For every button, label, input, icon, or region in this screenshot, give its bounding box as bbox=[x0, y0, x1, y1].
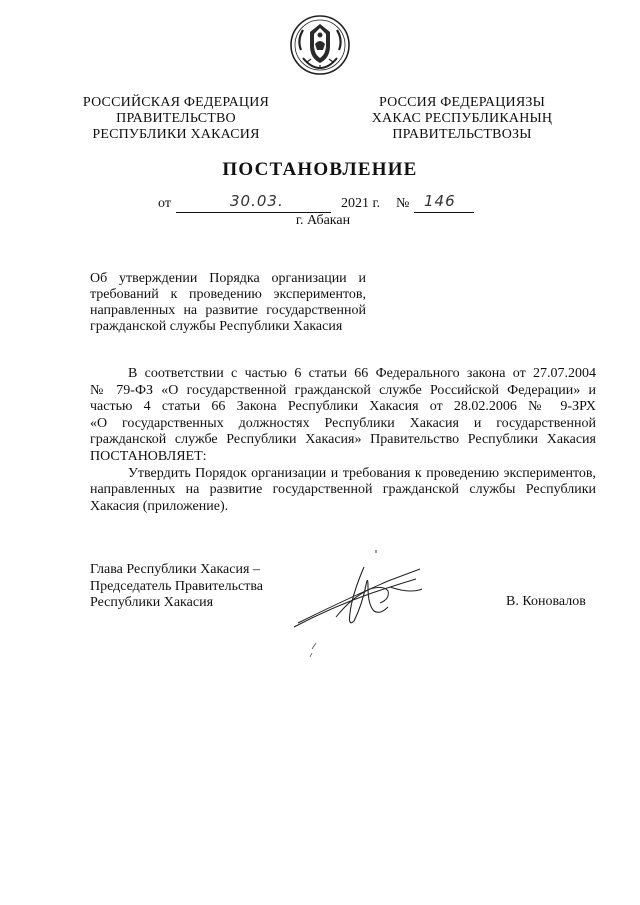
header-left-block bbox=[78, 95, 274, 143]
header-left-line: РЕСПУБЛИКИ ХАКАСИЯ bbox=[92, 127, 260, 142]
body-line: направленных на развитие государственной гражданской службы Республики bbox=[90, 482, 596, 498]
signatory-position bbox=[90, 562, 263, 612]
header-right-line: ПРАВИТЕЛЬСТВОЗЫ bbox=[392, 127, 532, 142]
date-from-label: от bbox=[158, 196, 171, 211]
header-right-line: ХАКАС РЕСПУБЛИКАНЫҢ bbox=[371, 111, 553, 126]
signatory-position-line: Глава Республики Хакасия – bbox=[90, 562, 260, 577]
signatory-position-line: Председатель Правительства bbox=[90, 578, 263, 594]
body-line: гражданской службе Республики Хакасия» Правительство Республики Хакасия bbox=[90, 432, 596, 448]
document-title: ПОСТАНОВЛЕНИЕ bbox=[222, 159, 418, 180]
header-left-line: РОССИЙСКАЯ ФЕДЕРАЦИЯ bbox=[82, 95, 270, 110]
number-sign: № bbox=[396, 196, 410, 211]
handwritten-signature bbox=[292, 545, 432, 665]
body-line: ПОСТАНОВЛЯЕТ: bbox=[90, 448, 207, 464]
date-handwritten: 30.03. bbox=[230, 192, 284, 210]
body-line: № 79-ФЗ «О государственной гражданской службе Российской Федерации» и bbox=[90, 382, 596, 398]
body-line: Утвердить Порядок организации и требования к проведению экспериментов, bbox=[128, 465, 596, 481]
subject-line: требований к проведению экспериментов, bbox=[90, 287, 366, 302]
coat-of-arms-emblem bbox=[289, 14, 351, 76]
body-line: Хакасия (приложение). bbox=[90, 498, 229, 514]
year-label: 2021 г. bbox=[341, 196, 381, 211]
number-handwritten: 146 bbox=[424, 192, 456, 210]
subject-line: Об утверждении Порядка организации и bbox=[90, 271, 366, 286]
body-line: «О государственных должностях Республики Хакасия и государственной bbox=[90, 415, 596, 431]
body-line: частью 4 статьи 66 Закона Республики Хакасия от 28.02.2006 № 9-ЗРХ bbox=[90, 399, 596, 415]
header-right-block bbox=[362, 95, 562, 143]
body-line: В соответствии с частью 6 статьи 66 Федерального закона от 27.07.2004 bbox=[128, 366, 596, 381]
signatory-position-line: Республики Хакасия bbox=[90, 595, 214, 610]
subject-block bbox=[90, 271, 366, 335]
subject-line: гражданской службы Республики Хакасия bbox=[90, 319, 343, 334]
city-label: г. Абакан bbox=[295, 213, 351, 228]
signatory-name: В. Коновалов bbox=[506, 594, 586, 609]
header-right-line: РОССИЯ ФЕДЕРАЦИЯЗЫ bbox=[378, 95, 546, 110]
subject-line: направленных на развитие государственной bbox=[90, 303, 366, 318]
body-text bbox=[90, 366, 596, 515]
header-left-line: ПРАВИТЕЛЬСТВО bbox=[116, 111, 236, 126]
